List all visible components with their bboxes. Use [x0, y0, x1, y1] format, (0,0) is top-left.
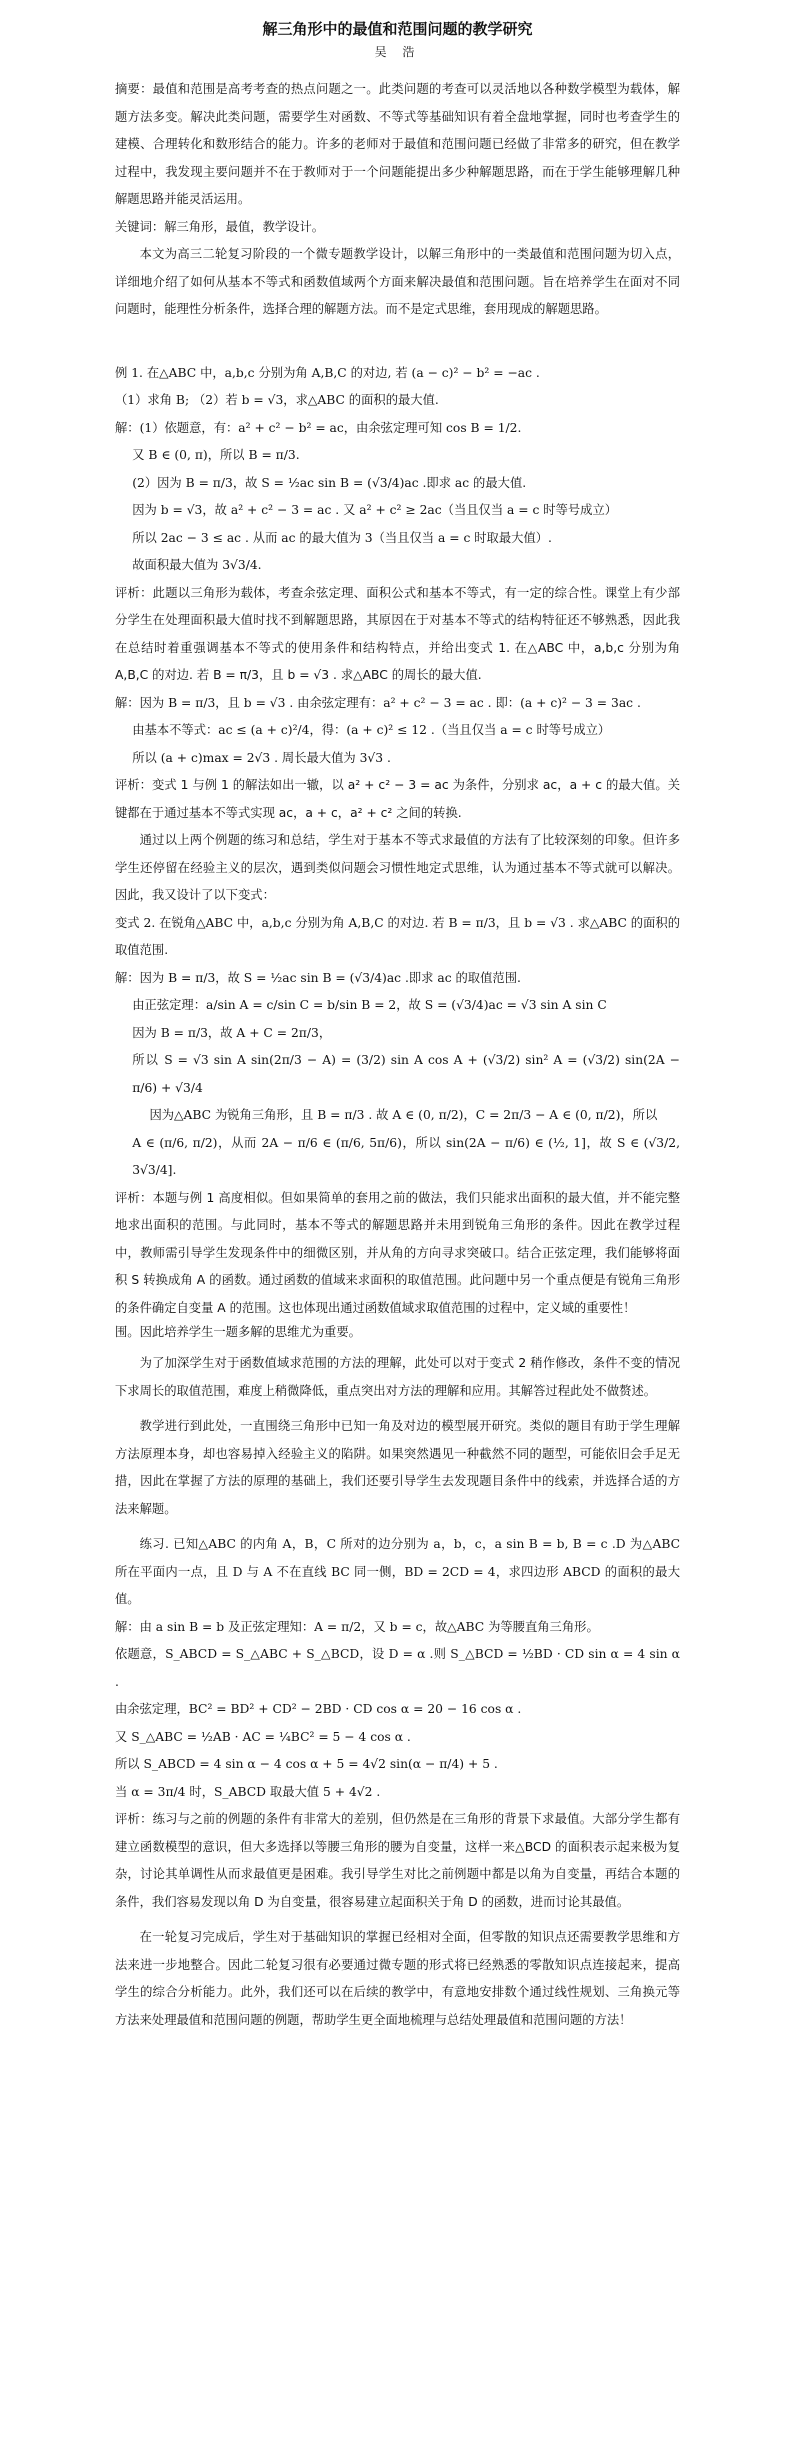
variant-2-solution-line: 因为 B = π/3，故 A + C = 2π/3， [132, 1025, 332, 1040]
keywords: 关键词：解三角形，最值，教学设计。 [115, 219, 325, 234]
exercise-solution-line: 解：由 a sin B = b 及正弦定理知：A = π/2，又 b = c，故△ABC 为等腰直角三角形。 [115, 1619, 599, 1634]
conclusion: 在一轮复习完成后，学生对于基础知识的掌握已经相对全面，但零散的知识点还需要教学思维和方法来进一步地整合。因此二轮复习很有必要通过微专题的形式将已经熟悉的零散知识点连接起来，提高学生的综合分析能力。此外，我们还可以在后续的教学中，有意地安排数个通过线性规划、三角换元等方法来处理最值和范围问题的例题，帮助学生更全面地梳理与总结处理最值和范围问题的方法！ [115, 1930, 680, 2027]
variant-2-problem: 变式 2. 在锐角△ABC 中，a,b,c 分别为角 A,B,C 的对边. 若 B = π/3，且 b = √3 . 求△ABC 的面积的取值范围. [115, 915, 680, 957]
comment-4: 评析：练习与之前的例题的条件有非常大的差别，但仍然是在三角形的背景下求最值。大部分学生都有建立函数模型的意识，但大多选择以等腰三角形的腰为自变量，这样一来△BCD 的面积表示起来极为复杂，讨论其单调性从而求最值更是困难。我引导学生对比之前例题中都是以角为自变量，再结合本题的条件，我们容易发现以角 D 为自变量，很容易建立起面积关于角 D 的函数，进而讨论其最值。 [115, 1812, 680, 1909]
variant-1-solution-line: 由基本不等式：ac ≤ (a + c)²/4，得：(a + c)² ≤ 12 .（当且仅当 a = c 时等号成立） [132, 723, 611, 737]
paragraph-2: 通过以上两个例题的练习和总结，学生对于基本不等式求最值的方法有了比较深刻的印象。但许多学生还停留在经验主义的层次，遇到类似问题会习惯性地定式思维，认为通过基本不等式就可以解决。因此，我又设计了以下变式： [115, 833, 680, 902]
exercise-problem: 练习. 已知△ABC 的内角 A，B，C 所对的边分别为 a，b，c，a sin B = b, B = c .D 为△ABC 所在平面内一点，且 D 与 A 不在直线 BC 同一侧，BD = 2CD = 4，求四边形 ABCD 的面积的最大值。 [115, 1537, 680, 1606]
comment-2: 评析：变式 1 与例 1 的解法如出一辙，以 a² + c² − 3 = ac 为条件，分别求 ac，a + c 的最大值。关键都在于通过基本不等式实现 ac，a + c，a² + c² 之间的转换. [115, 778, 680, 820]
abstract: 摘要：最值和范围是高考考查的热点问题之一。此类问题的考查可以灵活地以各种数学模型为载体，解题方法多变。解决此类问题，需要学生对函数、不等式等基础知识有着全盘地掌握，同时也考查学生的建模、合理转化和数形结合的能力。许多的老师对于最值和范围问题已经做了非常多的研究，但在教学过程中，我发现主要问题并不在于教师对于一个问题能提出多少种解题思路，而在于学生能够理解几种解题思路并能灵活运用。 [115, 82, 680, 206]
page-title: 解三角形中的最值和范围问题的教学研究 [262, 20, 533, 38]
intro-paragraph: 本文为高三二轮复习阶段的一个微专题教学设计，以解三角形中的一类最值和范围问题为切入点，详细地介绍了如何从基本不等式和函数值域两个方面来解决最值和范围问题。旨在培养学生在面对不同问题时，能理性分析条件，选择合理的解题方法。而不是定式思维，套用现成的解题思路。 [115, 247, 680, 316]
variant-2-solution-line: 所以 S = √3 sin A sin(2π/3 − A) = (3/2) sin A cos A + (√3/2) sin² A = (√3/2) sin(2A − π/6) + √3/4 [132, 1053, 680, 1095]
author: 吴 浩 [374, 45, 421, 59]
exercise-solution-line: 依题意，S_ABCD = S_△ABC + S_△BCD，设 D = α .则 S_△BCD = ½BD · CD sin α = 4 sin α . [115, 1647, 680, 1689]
example-1-problem: 例 1. 在△ABC 中，a,b,c 分别为角 A,B,C 的对边, 若 (a − c)² − b² = −ac . [115, 365, 540, 380]
exercise-solution-line: 由余弦定理，BC² = BD² + CD² − 2BD · CD cos α = 20 − 16 cos α . [115, 1702, 522, 1716]
comment-3-tail: 围。因此培养学生一题多解的思维尤为重要。 [115, 1325, 361, 1339]
example-1-parts: （1）求角 B; （2）若 b = √3，求△ABC 的面积的最大值. [115, 393, 439, 407]
comment-1: 评析：此题以三角形为载体，考查余弦定理、面积公式和基本不等式，有一定的综合性。课堂上有少部分学生在处理面积最大值时找不到解题思路，其原因在于对基本不等式的结构特征还不够熟悉，因此我在总结时着重强调基本不等式的使用条件和结构特点，并给出变式 1. 在△ABC 中，a,b,c 分别为角 A,B,C 的对边. 若 B = π/3，且 b = √3 . 求△ABC 的周长的最大值. [115, 585, 680, 682]
variant-2-solution-line: 解：因为 B = π/3，故 S = ½ac sin B = (√3/4)ac .即求 ac 的取值范围. [115, 970, 521, 985]
paragraph-3: 为了加深学生对于函数值域求范围的方法的理解，此处可以对于变式 2 稍作修改，条件不变的情况下求周长的取值范围，难度上稍微降低，重点突出对方法的理解和应用。其解答过程此处不做赘述。 [115, 1356, 680, 1398]
example-1-solution-line: 又 B ∈ (0, π)，所以 B = π/3. [132, 448, 300, 462]
example-1-solution-line: 故面积最大值为 3√3/4. [132, 558, 262, 572]
exercise-solution-line: 所以 S_ABCD = 4 sin α − 4 cos α + 5 = 4√2 sin(α − π/4) + 5 . [115, 1757, 498, 1771]
variant-2-solution-line: 由正弦定理：a/sin A = c/sin C = b/sin B = 2，故 S = (√3/4)ac = √3 sin A sin C [132, 998, 607, 1012]
example-1-solution-line: 解：(1）依题意，有：a² + c² − b² = ac，由余弦定理可知 cos B = 1/2. [115, 420, 522, 435]
document-page [115, 12, 680, 2034]
variant-1-solution-line: 解：因为 B = π/3，且 b = √3 . 由余弦定理有：a² + c² − 3 = ac . 即：(a + c)² − 3 = 3ac . [115, 695, 641, 710]
comment-3: 评析：本题与例 1 高度相似。但如果简单的套用之前的做法，我们只能求出面积的最大值，并不能完整地求出面积的范围。与此同时，基本不等式的解题思路并未用到锐角三角形的条件。因此在教学过程中，教师需引导学生发现条件中的细微区别，并从角的方向寻求突破口。结合正弦定理，我们能够将面积 S 转换成角 A 的函数。通过函数的值域来求面积的取值范围。此问题中另一个重点便是有锐角三角形的条件确定自变量 A 的范围。这也体现出通过函数值域求取值范围的过程中，定义域的重要性！ [115, 1190, 680, 1315]
example-1-solution-line: 因为 b = √3，故 a² + c² − 3 = ac . 又 a² + c² ≥ 2ac（当且仅当 a = c 时等号成立） [132, 503, 618, 517]
variant-2-solution-line: 因为△ABC 为锐角三角形，且 B = π/3 . 故 A ∈ (0, π/2)，C = 2π/3 − A ∈ (0, π/2)，所以 [149, 1108, 658, 1122]
exercise-solution-line: 又 S_△ABC = ½AB · AC = ¼BC² = 5 − 4 cos α . [115, 1729, 411, 1744]
variant-1-solution-line: 所以 (a + c)max = 2√3 . 周长最大值为 3√3 . [132, 750, 391, 765]
variant-2-solution-line: A ∈ (π/6, π/2)，从而 2A − π/6 ∈ (π/6, 5π/6)，所以 sin(2A − π/6) ∈ (½, 1]，故 S ∈ (√3/2, 3√3/4]. [132, 1135, 680, 1177]
paragraph-4: 教学进行到此处，一直围绕三角形中已知一角及对边的模型展开研究。类似的题目有助于学生理解方法原理本身，却也容易掉入经验主义的陷阱。如果突然遇见一种截然不同的题型，可能依旧会手足无措，因此在掌握了方法的原理的基础上，我们还要引导学生去发现题目条件中的线索，并选择合适的方法来解题。 [115, 1419, 680, 1516]
exercise-solution-line: 当 α = 3π/4 时，S_ABCD 取最大值 5 + 4√2 . [115, 1784, 381, 1799]
example-1-solution-line: 所以 2ac − 3 ≤ ac . 从而 ac 的最大值为 3（当且仅当 a = c 时取最大值）. [132, 530, 552, 545]
example-1-solution-line: (2）因为 B = π/3，故 S = ½ac sin B = (√3/4)ac .即求 ac 的最大值. [132, 475, 527, 490]
